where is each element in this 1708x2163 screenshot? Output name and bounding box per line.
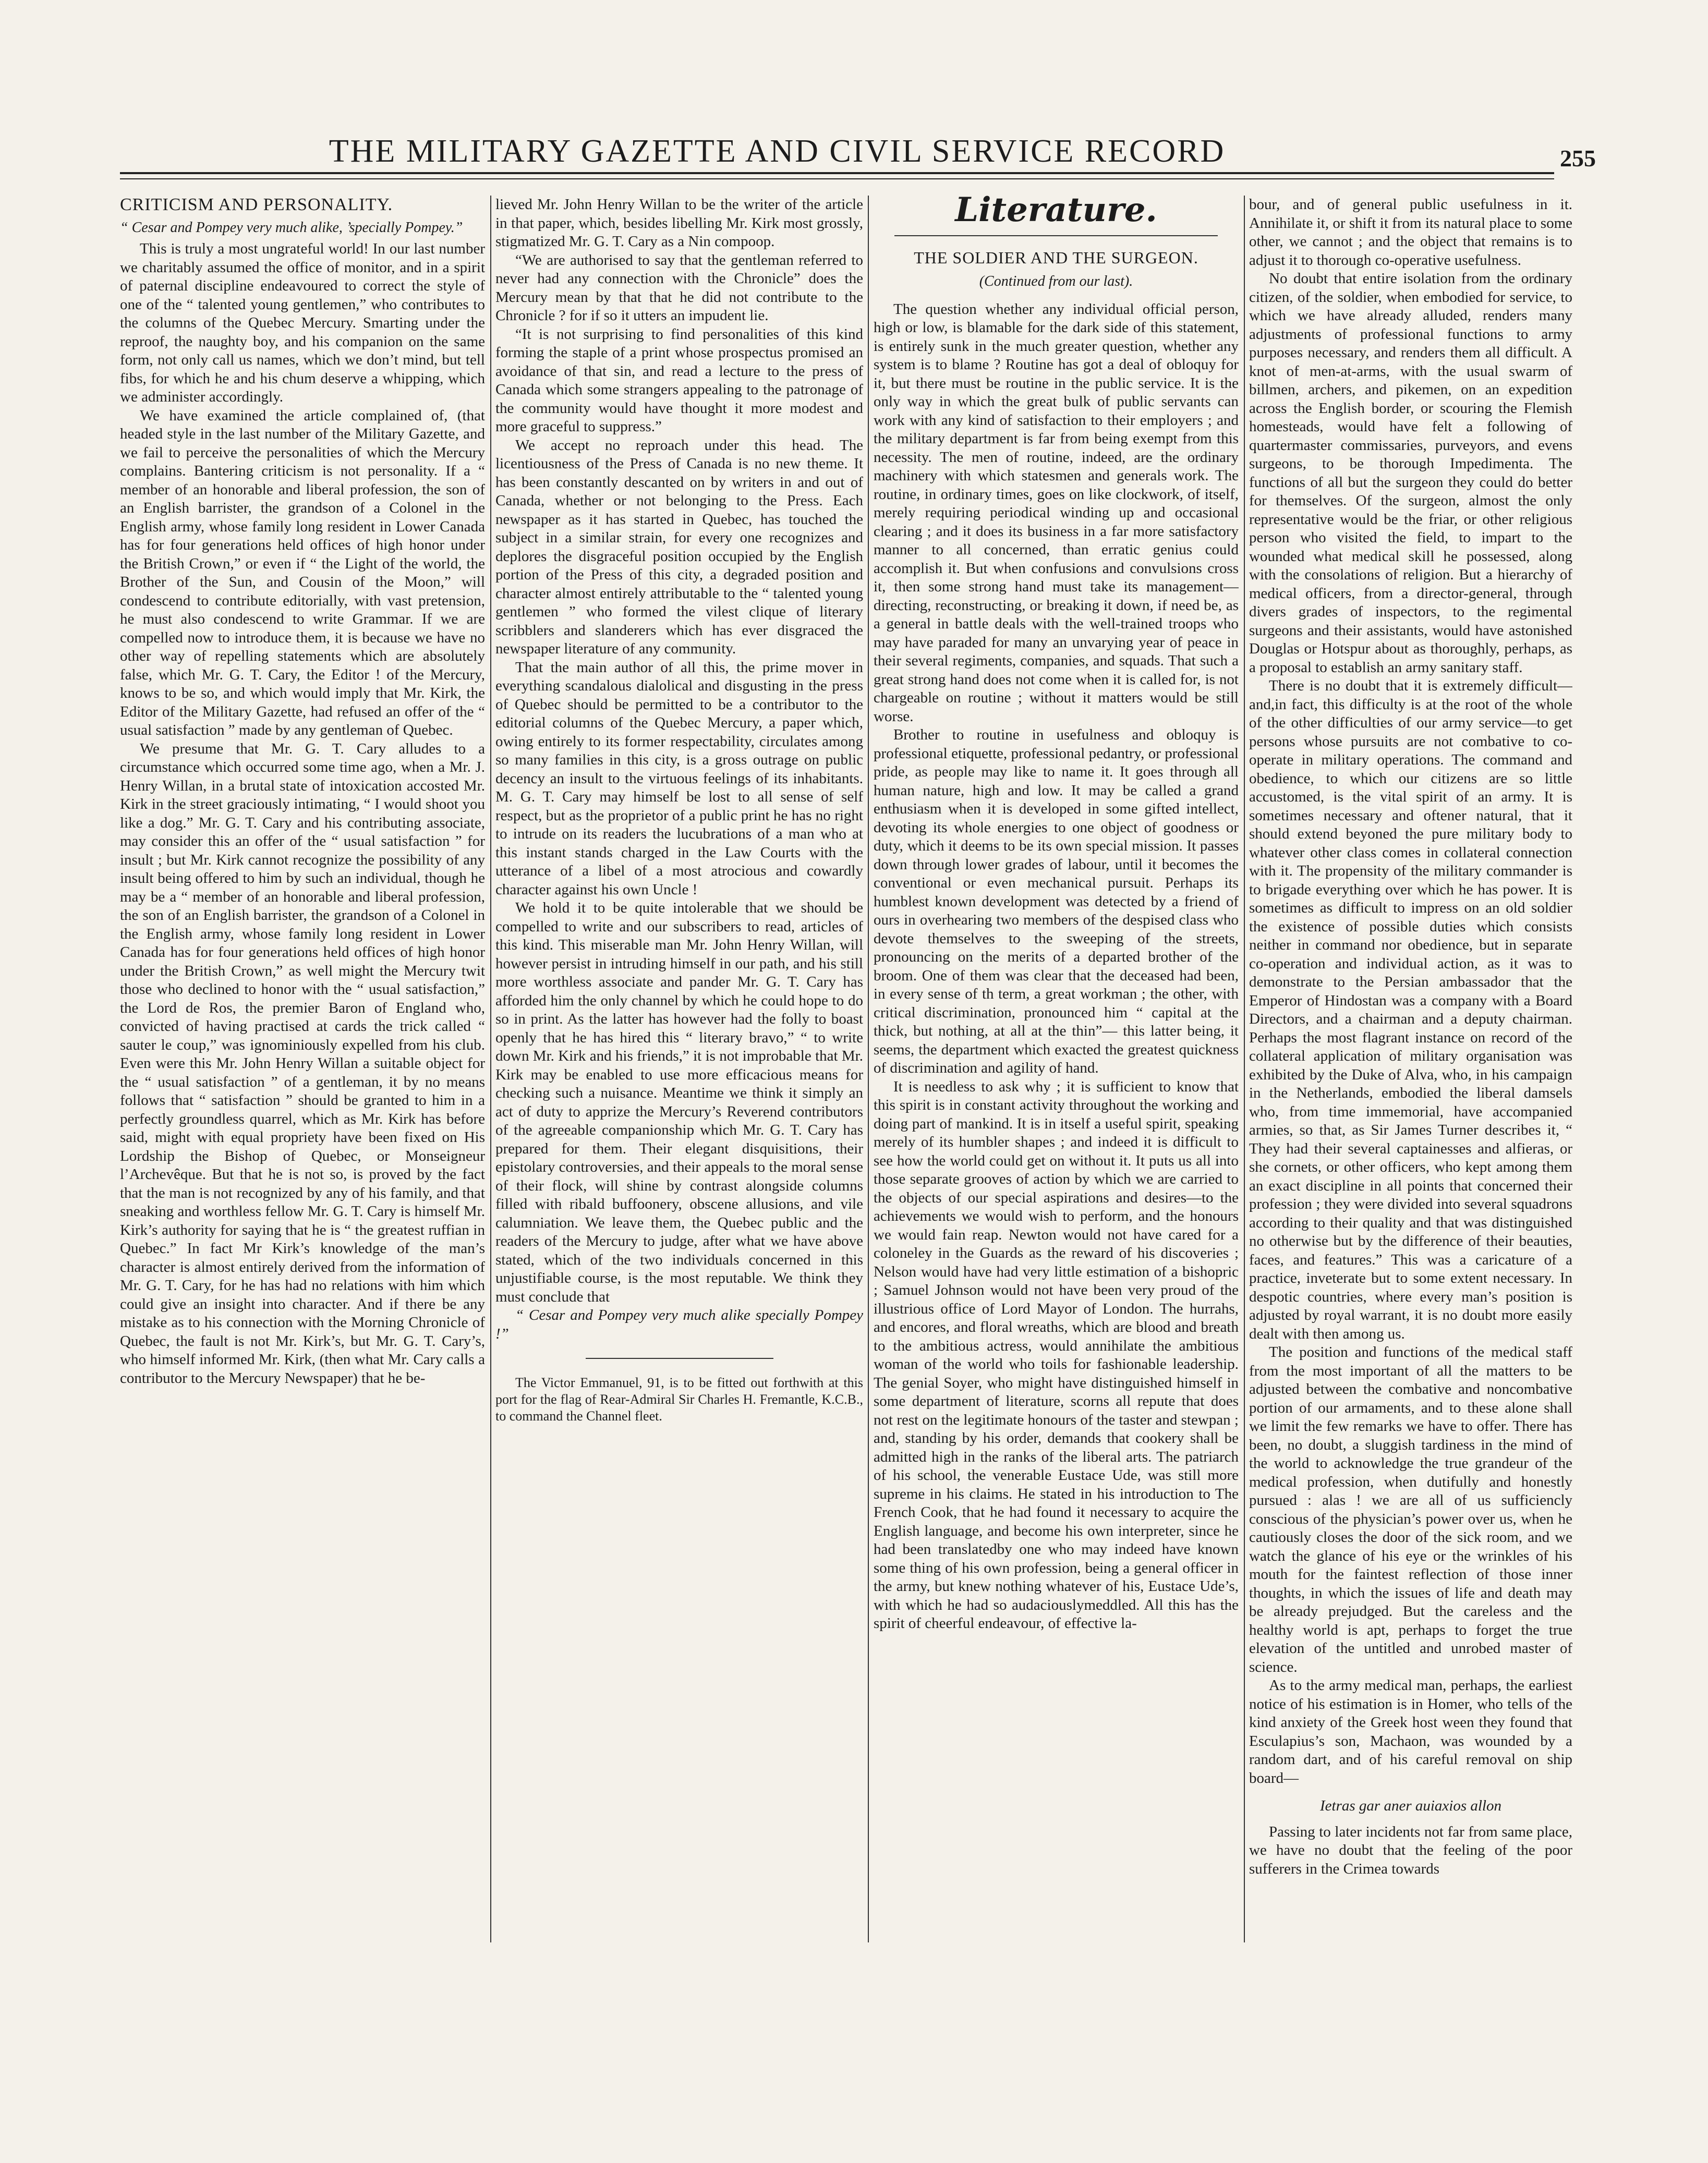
epigraph: “ Cesar and Pompey very much alike, ’specially Pompey.”	[120, 219, 463, 236]
article-title: CRITICISM AND PERSONALITY.	[120, 196, 393, 214]
paragraph: That the main author of all this, the prime mover in everything scandalous dialolical and disgusting in the press of Quebec should be permitted to be a contributor to the editorial columns of the Quebec Mercury, a paper which, owing entirely to its former respectability, circulates among so many families in this city, is a gross outrage on public decency an insult to the virtuous feelings of its inhabitants. M. G. T. Cary may himself be lost to all sense of self respect, but as the proprietor of a public print he has no right to intrude on its readers the lucubrations of a man who at this instant stands charged in the Law Courts with the utterance of a libel of a most atrocious and cowardly character against his own Uncle !	[495, 659, 863, 898]
paragraph: “It is not surprising to find personalities of this kind forming the staple of a print whose prospectus promised an avoidance of that sin, and read a lecture to the press of Canada which some strangers appealing to the patronage of the community would have thought it more modest and more graceful to suppress.”	[495, 325, 863, 435]
paragraph: This is truly a most ungrateful world! In our last number we charitably assumed the office of monitor, and in a spirit of paternal discipline endeavoured to correct the style of one of the “ talented young gentlemen,” who contributes to the columns of the Quebec Mercury. Smarting under the reproof, the naughty boy, and his companion on the same form, not only call us names, which we don’t mind, but tell fibs, for which he and his chum deserve a whipping, which we administer accordingly.	[120, 240, 485, 405]
paragraph: We accept no reproach under this head. The licentiousness of the Press of Canada is no new theme. It has been constantly descanted on by writers in and out of Canada, whether or not belonging to the Press. Each newspaper as it has started in Quebec, has touched the subject in a similar strain, for every one recognizes and deplores the disgraceful position occupied by the English portion of the Press of this city, a degraded position and character almost entirely attributable to the “ talented young gentlemen ” who formed the vilest clique of literary scribblers and slanderers which has ever disgraced the newspaper literature of any community.	[495, 436, 863, 657]
paragraph: We hold it to be quite intolerable that we should be compelled to write and our subscribers to read, articles of this kind. This miserable man Mr. John Henry Willan, will however persist in intruding himself in our path, and his still more worthless associate and pander Mr. G. T. Cary has afforded him the only channel by which he could hope to do so in print. As the latter has however had the folly to boast openly that he has hired this “ literary bravo,” “ to write down Mr. Kirk and his friends,” it is not improbable that Mr. Kirk may be enabled to use more efficacious means for checking such a nuisance. Meantime we think it simply an act of duty to apprize the Mercury’s Reverend contributors of the agreeable companionship which Mr. G. T. Cary has prepared for them. Their elegant disquisitions, their epistolary controversies, and their appeals to the moral sense of their flock, will shine by contrast alongside columns filled with ribald buffoonery, obscene allusions, and vile calumniation. We leave them, the Quebec public and the readers of the Mercury to judge, after what we have above stated, which of the two individuals concerned in this unjustifiable course, is the most reputable. We think they must conclude that	[495, 900, 863, 1305]
column-divider	[1244, 196, 1245, 1942]
column-3	[874, 196, 1239, 1958]
paragraph: “We are authorised to say that the gentleman referred to never had any connection with the Chronicle” does the Mercury mean by that that he did not contribute to the Chronicle ? for if so it utters an impudent lie.	[495, 251, 863, 324]
paragraph: No doubt that entire isolation from the ordinary citizen, of the soldier, when embodied for service, to which we have already alluded, renders many adjustments of professional functions to army purposes necessary, and renders them all difficult. A knot of men-at-arms, with the usual swarm of billmen, archers, and pikemen, on an expedition across the English border, or scouring the Flemish homesteads, would have felt a following of quartermaster commissaries, purveyors, and evens surgeons, to be thorough Impedimenta. The functions of all but the surgeon they could do better for themselves. Of the surgeon, almost the only representative would be the friar, or other religious person who visited the field, to impart to the wounded what medical skill he possessed, along with the consolations of religion. But a hierarchy of medical officers, from a director-general, through divers grades of inspectors, to the regimental surgeons and their assistants, would have astonished Douglas or Hotspur about as thoroughly, perhaps, as a proposal to establish an army sanitary staff.	[1249, 270, 1572, 676]
article-title: THE SOLDIER AND THE SURGEON.	[914, 248, 1198, 267]
column-2	[495, 196, 863, 1942]
divider	[586, 1358, 773, 1359]
continued-note: (Continued from our last).	[979, 273, 1133, 289]
closing-quote: “ Cesar and Pompey very much alike specially Pompey !”	[495, 1307, 863, 1342]
column-divider	[490, 196, 491, 1942]
paragraph: The question whether any individual official person, high or low, is blamable for the dark side of this statement, is entirely sunk in the much greater question, whether any system is to blame ? Routine has got a deal of obloquy for it, but there must be routine in the public service. It is the only way in which the great bulk of public servants can work with any kind of satisfaction to their employers ; and the military department is far from being exempt from this necessity. The men of routine, indeed, are the ordinary machinery with which statesmen and generals work. The routine, in ordinary times, goes on like clockwork, of itself, merely requiring periodical winding up and occasional clearing ; and it does its business in a far more satisfactory manner to all concerned, than erratic genius could accomplish it. But when confusions and convulsions cross it, then some strong hand must take its management—directing, reconstructing, or breaking it down, if need be, as a general in battle deals with the well-trained troops who may have paraded for many an unvarying year of peace in their several regiments, companies, and squads. That such a great strong hand does not come when it is called for, is not chargeable on routine ; without it matters would be still worse.	[874, 300, 1239, 725]
section-heading: Literature.	[955, 196, 1157, 229]
paragraph: bour, and of general public usefulness in it. Annihilate it, or shift it from its natural place to some other, we cannot ; and the object that remains is to adjust it to thorough co-operative usefulness.	[1249, 196, 1572, 269]
paragraph: lieved Mr. John Henry Willan to be the writer of the article in that paper, which, besides libelling Mr. Kirk most grossly, stigmatized Mr. G. T. Cary as a Nin compoop.	[495, 196, 863, 250]
paragraph: There is no doubt that it is extremely difficult—and,in fact, this difficulty is at the root of the whole of the other difficulties of our army service—to get persons whose pursuits are not combative to co-operate in military operations. The command and obedience, to which our citizens are so little accustomed, is the vital spirit of an army. It is sometimes necessary and oftener natural, that it should extend beyoned the pure military body to whatever other class comes in collateral connection with it. The propensity of the military commander is to brigade everything over which he has power. It is sometimes as difficult to impress on an old soldier the existence of possible duties which consists neither in command nor obedience, but in separate co-operation and individual action, as it was to demonstrate to the Persian ambassador that the Emperor of Hindostan was a company with a Board Directors, and a chairman and a deputy chairman. Perhaps the most flagrant instance on record of the collateral application of military organisation was exhibited by the Duke of Alva, who, in his campaign in the Netherlands, embodied the liberal damsels who, from time immemorial, have accompanied armies, so that, as Sir James Turner describes it, “ They had their several captainesses and alfieras, or she cornets, or other officers, who kept among them an exact discipline in all points that concerned their profession ; they were divided into several squadrons according to their quality and that was distinguished no otherwise but by the difference of their beauties, faces, and features.” This was a caricature of a practice, inveterate but to some extent necessary. In despotic countries, where every man’s position is adjusted by royal warrant, it is no doubt more easily dealt with then among us.	[1249, 677, 1572, 1342]
paragraph: The position and functions of the medical staff from the most important of all the matters to be adjusted between the combative and noncombative portion of our armaments, and to these alone shall we limit the few remarks we have to offer. There has been, no doubt, a sluggish tardiness in the mind of the world to acknowledge the true grandeur of the medical profession, when dutifully and honestly pursued : alas ! we are all of us sufficiencly conscious of the physician’s power over us, when he cautiously closes the door of the sick room, and we watch the glance of his eye or the wrinkles of his mouth for the faintest reflection of those inner thoughts, in which the issues of life and death may be already prejudged. But the careless and the healthy world is apt, perhaps to forget the true elevation of the untitled and unrobed master of science.	[1249, 1344, 1572, 1675]
header-rule	[120, 172, 1554, 179]
paragraph: Brother to routine in usefulness and obloquy is professional etiquette, professional pedantry, or professional pride, as people may like to name it. It goes through all human nature, high and low. It may be called a grand enthusiasm when it is developed in some gifted intellect, devoting its whole energies to one object of goodness or duty, which it deems to be its own special mission. It passes down through lower grades of labour, until it becomes the conventional or even mechanical pursuit. Perhaps its humblest known development was detected by a friend of ours in overhearing two members of the despised class who devote themselves to the sweeping of the streets, pronouncing on the merits of a departed brother of the broom. One of them was clear that the deceased had been, in every sense of th term, a great workman ; the other, with critical discrimination, pronounced him “ capital at the thick, but nothing, at all at the thin”— this latter being, it seems, the department which exacted the greatest quickness of discrimination and agility of hand.	[874, 726, 1239, 1076]
masthead-bar	[94, 133, 1596, 190]
paragraph: We have examined the article complained of, (that headed style in the last number of the Military Gazette, and we fail to perceive the personalities of which the Mercury complains. Bantering criticism is not personality. If a “ member of an honorable and liberal profession, the son of an English barrister, the grandson of a Colonel in the English army, whose family long resident in Lower Canada has for four generations held offices of high honor under the British Crown,” or even if “ the Light of the world, the Brother of the Sun, and Cousin of the Moon,” will condescend to contribute editorially, with vast pretension, he must also condescend to write Grammar. If we are compelled now to introduce them, it is because we have no other way of repelling statements which are absolutely false, which Mr. G. T. Cary, the Editor ! of the Mercury, knows to be so, and which would imply that Mr. Kirk, the Editor of the Military Gazette, had refused an offer of the “ usual satisfaction ” made by any gentleman of Quebec.	[120, 407, 485, 738]
paragraph: As to the army medical man, perhaps, the earliest notice of his estimation is in Homer, who tells of the kind anxiety of the Greek host ween they found that Esculapius’s son, Machaon, was wounded by a random dart, and of his careful removal on ship board—	[1249, 1677, 1572, 1787]
naval-notice: The Victor Emmanuel, 91, is to be fitted out forthwith at this port for the flag of Rear-Admiral Sir Charles H. Fremantle, K.C.B., to command the Channel fleet.	[495, 1375, 863, 1424]
paragraph: Passing to later incidents not far from same place, we have no doubt that the feeling of the poor sufferers in the Crimea towards	[1249, 1823, 1572, 1877]
column-divider	[868, 196, 869, 1942]
greek-quote: Ietras gar aner auiaxios allon	[1320, 1797, 1501, 1814]
page-number: 255	[1560, 145, 1596, 172]
paragraph: It is needless to ask why ; it is sufficient to know that this spirit is in constant activity throughout the working and doing part of mankind. It is in itself a useful spirit, speaking merely of its humbler shapes ; and indeed it is difficult to see how the world could get on without it. It puts us all into those separate grooves of action by which we are carried to the objects of our special aspirations and desires—to the achievements we would wish to perform, and the honours we would fain reap. Newton would not have cared for a coloneley in the Guards as the reward of his discoveries ; Nelson would have had very little estimation of a bishopric ; Samuel Johnson would not have been very proud of the illustrious office of Lord Mayor of London. The hurrahs, and encores, and floral wreaths, which are blood and breath to the ambitious actress, would annihilate the ambitious woman of the world who toils for fashionable leadership. The genial Soyer, who might have distinguished himself in some department of literature, scorns all repute that does not rest on the legitimate honours of the taster and stewpan ; and, standing by his order, demands that cookery shall be admitted high in the ranks of the liberal arts. The patriarch of his school, the venerable Eustace Ude, was still more supreme in his claims. He stated in his introduction to The French Cook, that he had found it necessary to acquire the English language, and become his own interpreter, since he had been translatedby one who may indeed have known some thing of his own profession, being a general officer in the army, but knew nothing whatever of his, Eustace Ude’s, with which he had so audaciouslymeddled. All this has the spirit of cheerful endeavour, of effective la-	[874, 1078, 1239, 1632]
column-4	[1249, 196, 1572, 1958]
divider	[894, 235, 1218, 236]
masthead-title: THE MILITARY GAZETTE AND CIVIL SERVICE RECORD	[329, 133, 1226, 169]
column-1	[120, 196, 485, 1927]
paragraph: We presume that Mr. G. T. Cary alludes to a circumstance which occurred some time ago, when a Mr. J. Henry Willan, in a brutal state of intoxication accosted Mr. Kirk in the street graciously intimating, “ I would shoot you like a dog.” Mr. G. T. Cary and his contributing associate, may consider this an offer of the “ usual satisfaction ” for insult ; but Mr. Kirk cannot recognize the possibility of any insult being offered to him by such an individual, though he may be a “ member of an honorable and liberal profession, the son of an English barrister, the grandson of a Colonel in the English army, whose family long resident in Lower Canada has for four generations held offices of high honor under the British Crown,” as well might the Mercury twit those who declined to honor with the “ usual satisfaction,” the Lord de Ros, the premier Baron of England who, convicted of having practised at cards the trick called “ sauter le coup,” was ignominiously expelled from his club. Even were this Mr. John Henry Willan a suitable object for the “ usual satisfaction ” of a gentleman, it by no means follows that “ satisfaction ” should be granted to him in a perfectly groundless quarrel, which as Mr. Kirk has before said, might with equal propriety have been fixed on His Lordship the Bishop of Quebec, or Monseigneur l’Archevêque. But that he is not so, is proved by the fact that the man is not recognized by any of his family, and that sneaking and worthless fellow Mr. G. T. Cary is himself Mr. Kirk’s authority for saying that he is “ the greatest ruffian in Quebec.” In fact Mr Kirk’s knowledge of the man’s character is almost entirely derived from the information of Mr. G. T. Cary, for he has had no relations with him which could give an insight into character. And if there be any mistake as to his connection with the Morning Chronicle of Quebec, the fault is not Mr. Kirk’s, but Mr. G. T. Cary’s, who himself informed Mr. Kirk, (then what Mr. Cary calls a contributor to the Mercury Newspaper) that he be-	[120, 740, 485, 1387]
